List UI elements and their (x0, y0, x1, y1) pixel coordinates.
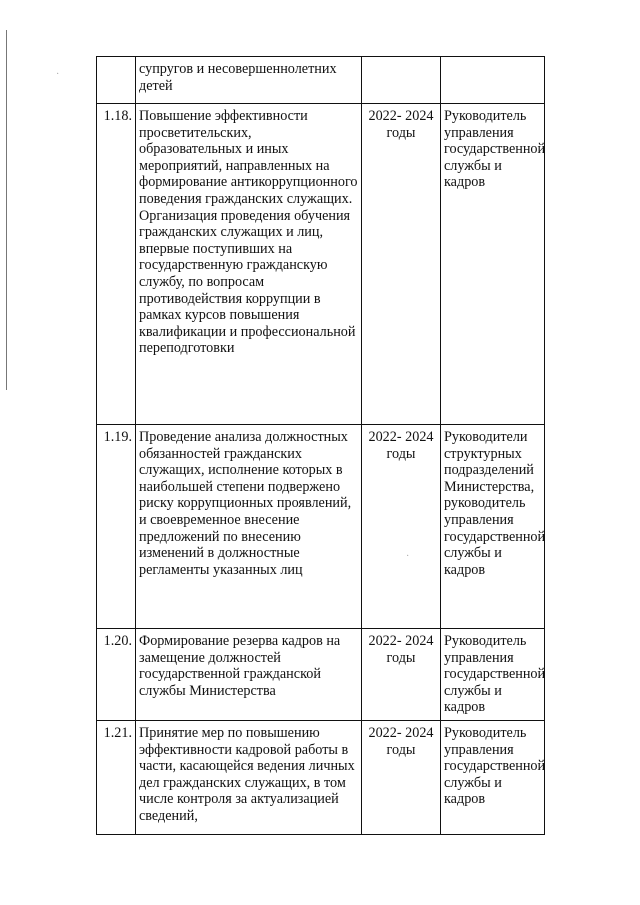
measure-text: Формирование резерва кадров на замещение должностей государственной гражданской службы Министерства (136, 629, 362, 721)
table-row (97, 425, 545, 629)
responsible-cell: Руководитель управления государственной службы и кадров (441, 720, 545, 834)
scan-speck: · (406, 551, 410, 562)
responsible-cell: Руководитель управления государственной службы и кадров (441, 629, 545, 721)
scan-speck: · (56, 69, 60, 80)
responsible-cell (441, 57, 545, 104)
row-number: 1.20. (97, 629, 136, 721)
term-cell: 2022- 2024 годы (362, 425, 441, 629)
row-number: 1.18. (97, 104, 136, 425)
responsible-cell: Руководитель управления государственной службы и кадров (441, 104, 545, 425)
scan-margin-line (6, 30, 7, 390)
row-number (97, 57, 136, 104)
row-number: 1.21. (97, 720, 136, 834)
table-row (97, 720, 545, 834)
measure-text: Принятие мер по повышению эффективности кадровой работы в части, касающейся ведения личных дел гражданских служащих, в том числе контроля за актуализацией сведений, (136, 720, 362, 834)
term-cell: 2022- 2024 годы (362, 629, 441, 721)
table-row (97, 104, 545, 425)
responsible-cell: Руководители структурных подразделений Министерства, руководитель управления государственной службы и кадров (441, 425, 545, 629)
measure-text: Проведение анализа должностных обязанностей гражданских служащих, исполнение которых в наибольшей степени подвержено риску коррупционных проявлений, и своевременное внесение предложений по внесению изменений в должностные регламенты указанных лиц (136, 425, 362, 629)
measures-table (96, 56, 545, 835)
measure-text: Повышение эффективности просветительских, образовательных и иных мероприятий, направленных на формирование антикоррупционного поведения гражданских служащих. Организация проведения обучения гражданских служащих и лиц, впервые поступивших на государственную гражданскую службу, по вопросам противодействия коррупции в рамках курсов повышения квалификации и профессиональной переподготовки (136, 104, 362, 425)
table-row (97, 629, 545, 721)
table-row (97, 57, 545, 104)
term-cell (362, 57, 441, 104)
row-number: 1.19. (97, 425, 136, 629)
term-cell: 2022- 2024 годы (362, 104, 441, 425)
measure-text: супругов и несовершеннолетних детей (136, 57, 362, 104)
term-cell: 2022- 2024 годы (362, 720, 441, 834)
